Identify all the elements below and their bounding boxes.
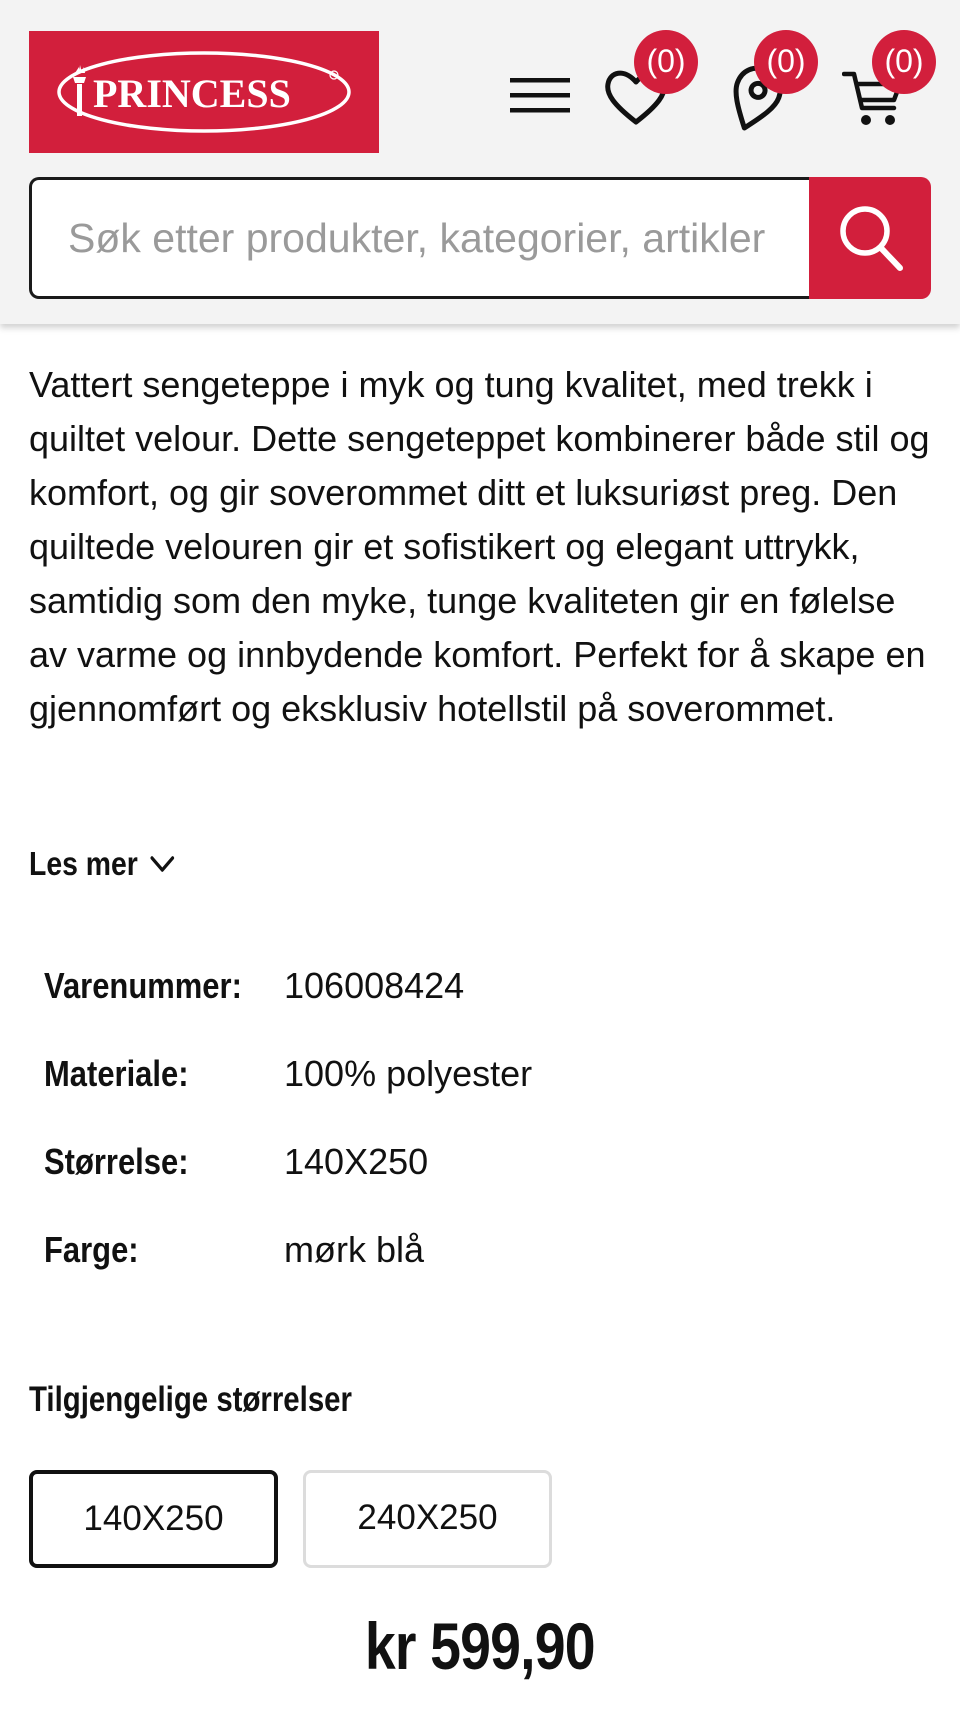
hamburger-menu-icon	[508, 60, 572, 120]
menu-button[interactable]	[508, 50, 588, 140]
spec-value: mørk blå	[284, 1229, 425, 1270]
spec-label: Størrelse:	[44, 1141, 189, 1182]
price-value: kr 599,90	[365, 1609, 595, 1683]
spec-label: Materiale:	[44, 1053, 189, 1094]
cart-button[interactable]	[842, 43, 924, 140]
size-option-240x250[interactable]: 240X250	[303, 1470, 552, 1568]
spec-label: Varenummer:	[44, 965, 242, 1006]
product-price	[0, 1608, 960, 1684]
site-header	[0, 0, 960, 324]
stores-count-badge: (0)	[754, 30, 818, 94]
wishlist-count-badge: (0)	[634, 30, 698, 94]
spec-value: 100% polyester	[284, 1053, 533, 1094]
search-button[interactable]	[809, 177, 931, 299]
search-bar	[29, 177, 931, 299]
princess-logo[interactable]	[29, 31, 379, 153]
spec-label: Farge:	[44, 1229, 139, 1270]
search-icon	[837, 203, 905, 273]
cart-count-badge: (0)	[872, 30, 936, 94]
read-more-label: Les mer	[29, 845, 138, 882]
product-description: Vattert sengeteppe i myk og tung kvalitet, med trekk i quiltet velour. Dette sengeteppet kombinerer både stil og komfort, og gir soverommet ditt et luksuriøst preg. Den quiltede velouren gir et sofistikert og elegant uttrykk, samtidig som den myke, tunge kvaliteten gir en følelse av varme og innbydende komfort. Perfekt for å skape en gjennomført og eksklusiv hotellstil på soverommet.	[29, 364, 930, 729]
search-input[interactable]: Søk etter produkter, kategorier, artikler	[29, 177, 811, 299]
read-more-toggle[interactable]	[29, 845, 174, 883]
stores-button[interactable]	[724, 43, 806, 140]
spec-value: 106008424	[284, 965, 465, 1006]
size-option-140x250[interactable]: 140X250	[29, 1470, 278, 1568]
brand-wordmark: PRINCESS	[93, 71, 291, 116]
chevron-down-icon	[150, 855, 174, 873]
wishlist-button[interactable]	[604, 43, 686, 140]
available-sizes-heading: Tilgjengelige størrelser	[29, 1380, 352, 1419]
spec-value: 140X250	[284, 1141, 429, 1182]
